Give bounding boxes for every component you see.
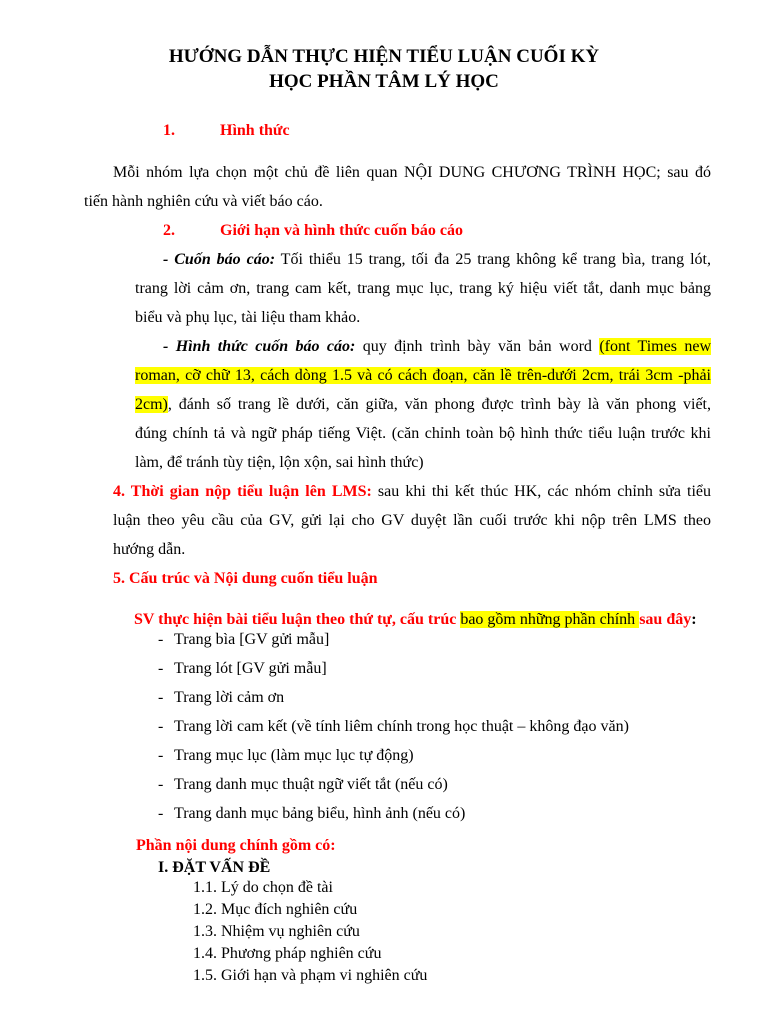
list-item: - Trang mục lục (làm mục lục tự động) xyxy=(158,747,414,764)
section5-intro-red: SV thực hiện bài tiểu luận theo thứ tự, cấu trúc xyxy=(134,611,461,628)
document-title-line1: HƯỚNG DẪN THỰC HIỆN TIỂU LUẬN CUỐI KỲ xyxy=(168,46,600,67)
dash-bullet: - xyxy=(158,718,164,735)
list-item: 1.5. Giới hạn và phạm vi nghiên cứu xyxy=(193,967,428,984)
document-title-line2: HỌC PHẦN TÂM LÝ HỌC xyxy=(269,71,499,92)
dash-bullet: - xyxy=(158,689,164,706)
hinh-thuc-line5: làm, để tránh tùy tiện, lộn xộn, sai hình thức) xyxy=(135,454,424,471)
hinh-thuc-label: - Hình thức cuốn báo cáo: xyxy=(163,338,356,355)
cuon-bao-cao-line2: trang lời cảm ơn, trang cam kết, trang mục lục, trang ký hiệu viết tắt, danh mục bảng xyxy=(135,280,711,297)
section2-heading: Giới hạn và hình thức cuốn báo cáo xyxy=(220,222,463,239)
list-item: - Trang lót [GV gửi mẫu] xyxy=(158,660,327,677)
hinh-thuc-line4: đúng chính tả và ngữ pháp tiếng Việt. (căn chỉnh toàn bộ hình thức tiểu luận trước khi xyxy=(135,425,711,442)
main-content-heading: Phần nội dung chính gồm có: xyxy=(136,837,336,854)
hinh-thuc-line2 xyxy=(135,366,711,386)
section1-number: 1. xyxy=(163,122,175,139)
hinh-thuc-line3 xyxy=(135,395,711,415)
section5-intro-highlight: bao gồm những phần chính xyxy=(460,611,640,628)
section5-intro xyxy=(134,610,697,630)
section5-intro-red2: sau đây xyxy=(639,611,692,628)
list-item: 1.3. Nhiệm vụ nghiên cứu xyxy=(193,923,360,940)
dash-bullet: - xyxy=(158,660,164,677)
hinh-thuc-highlight2: roman, cỡ chữ 13, cách dòng 1.5 và có cách đoạn, căn lề trên-dưới 2cm, trái 3cm -phải xyxy=(135,367,711,384)
hinh-thuc-text3: , đánh số trang lề dưới, căn giữa, văn phong được trình bày là văn phong viết, xyxy=(167,396,711,413)
hinh-thuc-text1: quy định trình bày văn bản word xyxy=(355,338,600,355)
part1-heading: I. ĐẶT VẤN ĐỀ xyxy=(158,859,271,876)
section4-text1: sau khi thi kết thúc HK, các nhóm chỉnh sửa tiểu xyxy=(371,483,712,500)
section1-paragraph-line2: tiến hành nghiên cứu và viết báo cáo. xyxy=(84,193,323,210)
list-item: 1.4. Phương pháp nghiên cứu xyxy=(193,945,382,962)
section1-heading: Hình thức xyxy=(220,122,290,139)
dash-bullet: - xyxy=(158,631,164,648)
section5-intro-colon: : xyxy=(691,611,697,628)
hinh-thuc-line1 xyxy=(163,337,711,357)
section4-line1 xyxy=(113,482,711,502)
cuon-bao-cao-line1 xyxy=(163,250,711,270)
dash-bullet: - xyxy=(158,747,164,764)
hinh-thuc-highlight1: (font Times new xyxy=(599,338,711,355)
hinh-thuc-highlight3: 2cm) xyxy=(135,396,168,413)
dash-bullet: - xyxy=(158,776,164,793)
dash-bullet: - xyxy=(158,805,164,822)
list-item: - Trang lời cảm ơn xyxy=(158,689,285,706)
list-item: 1.2. Mục đích nghiên cứu xyxy=(193,901,358,918)
list-item: 1.1. Lý do chọn đề tài xyxy=(193,879,333,896)
cuon-bao-cao-line3: biểu và phụ lục, tài liệu tham khảo. xyxy=(135,309,361,326)
section4-heading: 4. Thời gian nộp tiểu luận lên LMS: xyxy=(113,483,372,500)
list-item: - Trang danh mục bảng biểu, hình ảnh (nếu có) xyxy=(158,805,466,822)
section4-line3: hướng dẫn. xyxy=(113,541,186,558)
cuon-bao-cao-text1: Tối thiểu 15 trang, tối đa 25 trang không kể trang bìa, trang lót, xyxy=(275,251,712,268)
section4-line2: luận theo yêu cầu của GV, gửi lại cho GV duyệt lần cuối trước khi nộp trên LMS theo xyxy=(113,512,711,529)
section2-number: 2. xyxy=(163,222,175,239)
section5-heading: 5. Cấu trúc và Nội dung cuốn tiểu luận xyxy=(113,570,378,587)
list-item: - Trang bìa [GV gửi mẫu] xyxy=(158,631,330,648)
cuon-bao-cao-label: - Cuốn báo cáo: xyxy=(163,251,276,268)
section1-paragraph-line1: Mỗi nhóm lựa chọn một chủ đề liên quan NỘI DUNG CHƯƠNG TRÌNH HỌC; sau đó xyxy=(113,164,711,181)
list-item: - Trang lời cam kết (về tính liêm chính trong học thuật – không đạo văn) xyxy=(158,718,629,735)
list-item: - Trang danh mục thuật ngữ viết tắt (nếu có) xyxy=(158,776,448,793)
